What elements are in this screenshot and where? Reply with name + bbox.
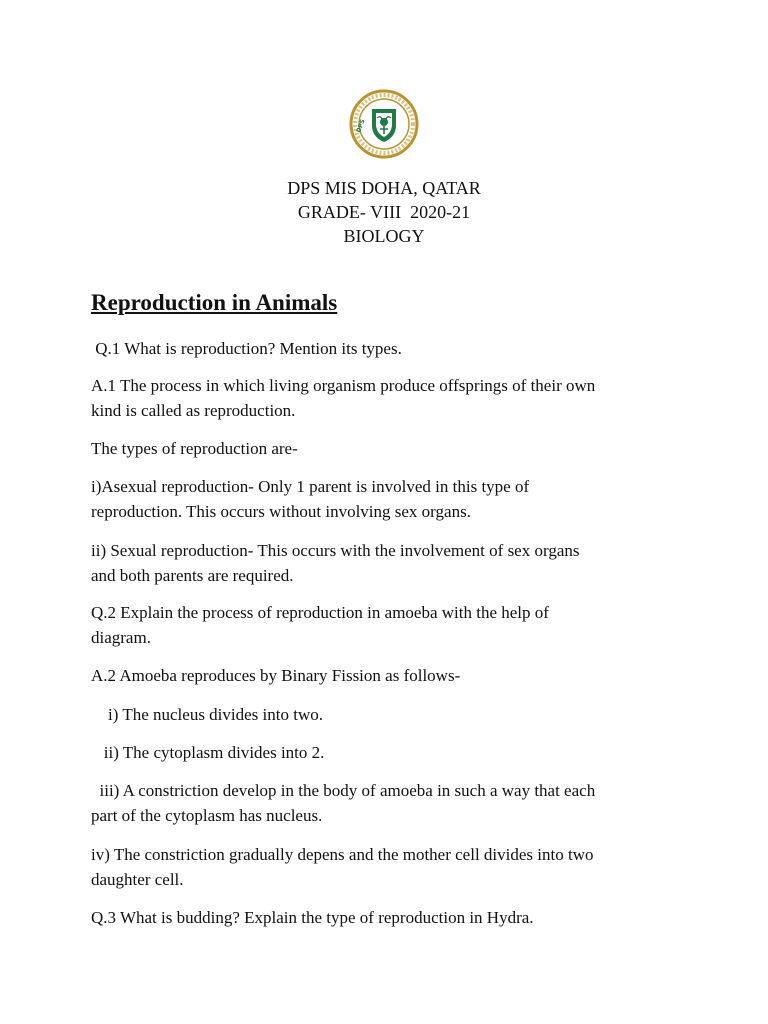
text-line: ii) Sexual reproduction- This occurs with the involvement of sex organs — [91, 541, 580, 560]
text-line: part of the cytoplasm has nucleus. — [91, 806, 323, 825]
step-3 — [91, 778, 681, 828]
subject: BIOLOGY — [343, 226, 425, 246]
text-line: Q.1 What is reproduction? Mention its types. — [91, 339, 402, 358]
text-line: The types of reproduction are- — [91, 439, 298, 458]
school-crest-logo-icon — [349, 89, 419, 159]
question-2 — [91, 600, 681, 650]
asexual-reproduction — [91, 474, 681, 524]
text-line: i)Asexual reproduction- Only 1 parent is involved in this type of — [91, 477, 530, 496]
step-4 — [91, 842, 681, 892]
text-line: i) The nucleus divides into two. — [91, 705, 323, 724]
text-line: daughter cell. — [91, 870, 184, 889]
grade-year: GRADE- VIII 2020-21 — [297, 202, 471, 222]
logo-initials: DPS — [355, 118, 367, 134]
question-1 — [91, 336, 681, 361]
text-line: and both parents are required. — [91, 566, 294, 585]
step-2 — [91, 740, 681, 765]
step-1 — [91, 702, 681, 727]
text-line: A.2 Amoeba reproduces by Binary Fission as follows- — [91, 666, 461, 685]
text-line: iii) A constriction develop in the body of amoeba in such a way that each — [91, 781, 596, 800]
school-name: DPS MIS DOHA, QATAR — [287, 178, 481, 198]
text-line: Q.3 What is budding? Explain the type of reproduction in Hydra. — [91, 908, 534, 927]
text-line: Q.2 Explain the process of reproduction in amoeba with the help of — [91, 603, 549, 622]
text-line: kind is called as reproduction. — [91, 401, 296, 420]
page-title: Reproduction in Animals — [91, 290, 338, 315]
text-line: ii) The cytoplasm divides into 2. — [91, 743, 325, 762]
question-3 — [91, 905, 681, 930]
text-line: reproduction. This occurs without involving sex organs. — [91, 502, 471, 521]
answer-2 — [91, 663, 681, 688]
sexual-reproduction — [91, 538, 681, 588]
types-intro — [91, 436, 681, 461]
answer-1 — [91, 373, 681, 423]
text-line: diagram. — [91, 628, 151, 647]
document-header — [0, 176, 768, 248]
text-line: iv) The constriction gradually depens and the mother cell divides into two — [91, 845, 594, 864]
text-line: A.1 The process in which living organism produce offsprings of their own — [91, 376, 596, 395]
